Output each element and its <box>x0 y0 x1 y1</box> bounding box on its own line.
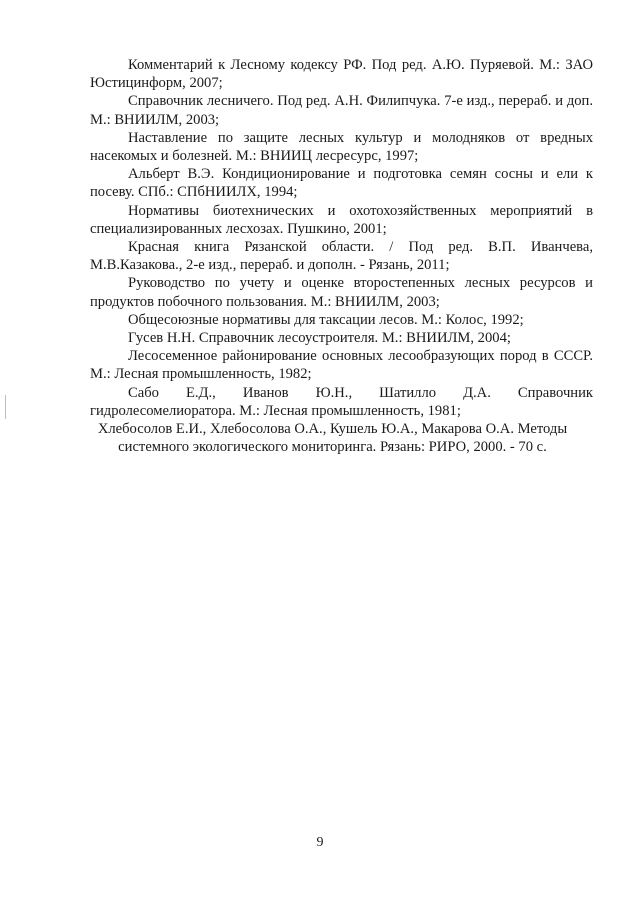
reference-item: Гусев Н.Н. Справочник лесоустроителя. М.: ВНИИЛМ, 2004; <box>128 330 511 347</box>
reference-item: Хлебосолов Е.И., Хлебосолова О.А., Кушель Ю.А., Макарова О.А. Методы системного экологического мониторинга. Рязань: РИРО, 2000. - 70 с. <box>97 421 568 456</box>
reference-item: Красная книга Рязанской области. / Под ред. В.П. Иванчева, М.В.Казакова., 2-е изд., перераб. и дополн. - Рязань, 2011; <box>90 239 593 274</box>
reference-item: Наставление по защите лесных культур и молодняков от вредных насекомых и болезней. М.: ВНИИЦ лесресурс, 1997; <box>90 129 593 165</box>
reference-item: Комментарий к Лесному кодексу РФ. Под ред. А.Ю. Пуряевой. М.: ЗАО Юстицинформ, 2007; <box>90 57 593 92</box>
reference-item: Общесоюзные нормативы для таксации лесов. М.: Колос, 1992; <box>128 311 524 328</box>
reference-item: Нормативы биотехнических и охотохозяйственных мероприятий в специализированных лесхозах. Пушкино, 2001; <box>90 202 593 237</box>
reference-item: Альберт В.Э. Кондиционирование и подготовка семян сосны и ели к посеву. СПб.: СПбНИИЛХ, 1994; <box>90 166 593 201</box>
page-number: 9 <box>316 835 324 850</box>
reference-item: Руководство по учету и оценке второстепенных лесных ресурсов и продуктов побочного пользования. М.: ВНИИЛМ, 2003; <box>90 275 593 310</box>
reference-list <box>90 56 593 456</box>
reference-item: Справочник лесничего. Под ред. А.Н. Филипчука. 7-е изд., перераб. и доп. М.: ВНИИЛМ, 2003; <box>90 93 593 128</box>
reference-item: Лесосеменное районирование основных лесообразующих пород в СССР. М.: Лесная промышленность, 1982; <box>90 348 593 383</box>
reference-item: Сабо Е.Д., Иванов Ю.Н., Шатилло Д.А. Справочник гидролесомелиоратора. М.: Лесная промышленность, 1981; <box>90 384 593 419</box>
scan-artifact-line <box>5 395 6 419</box>
